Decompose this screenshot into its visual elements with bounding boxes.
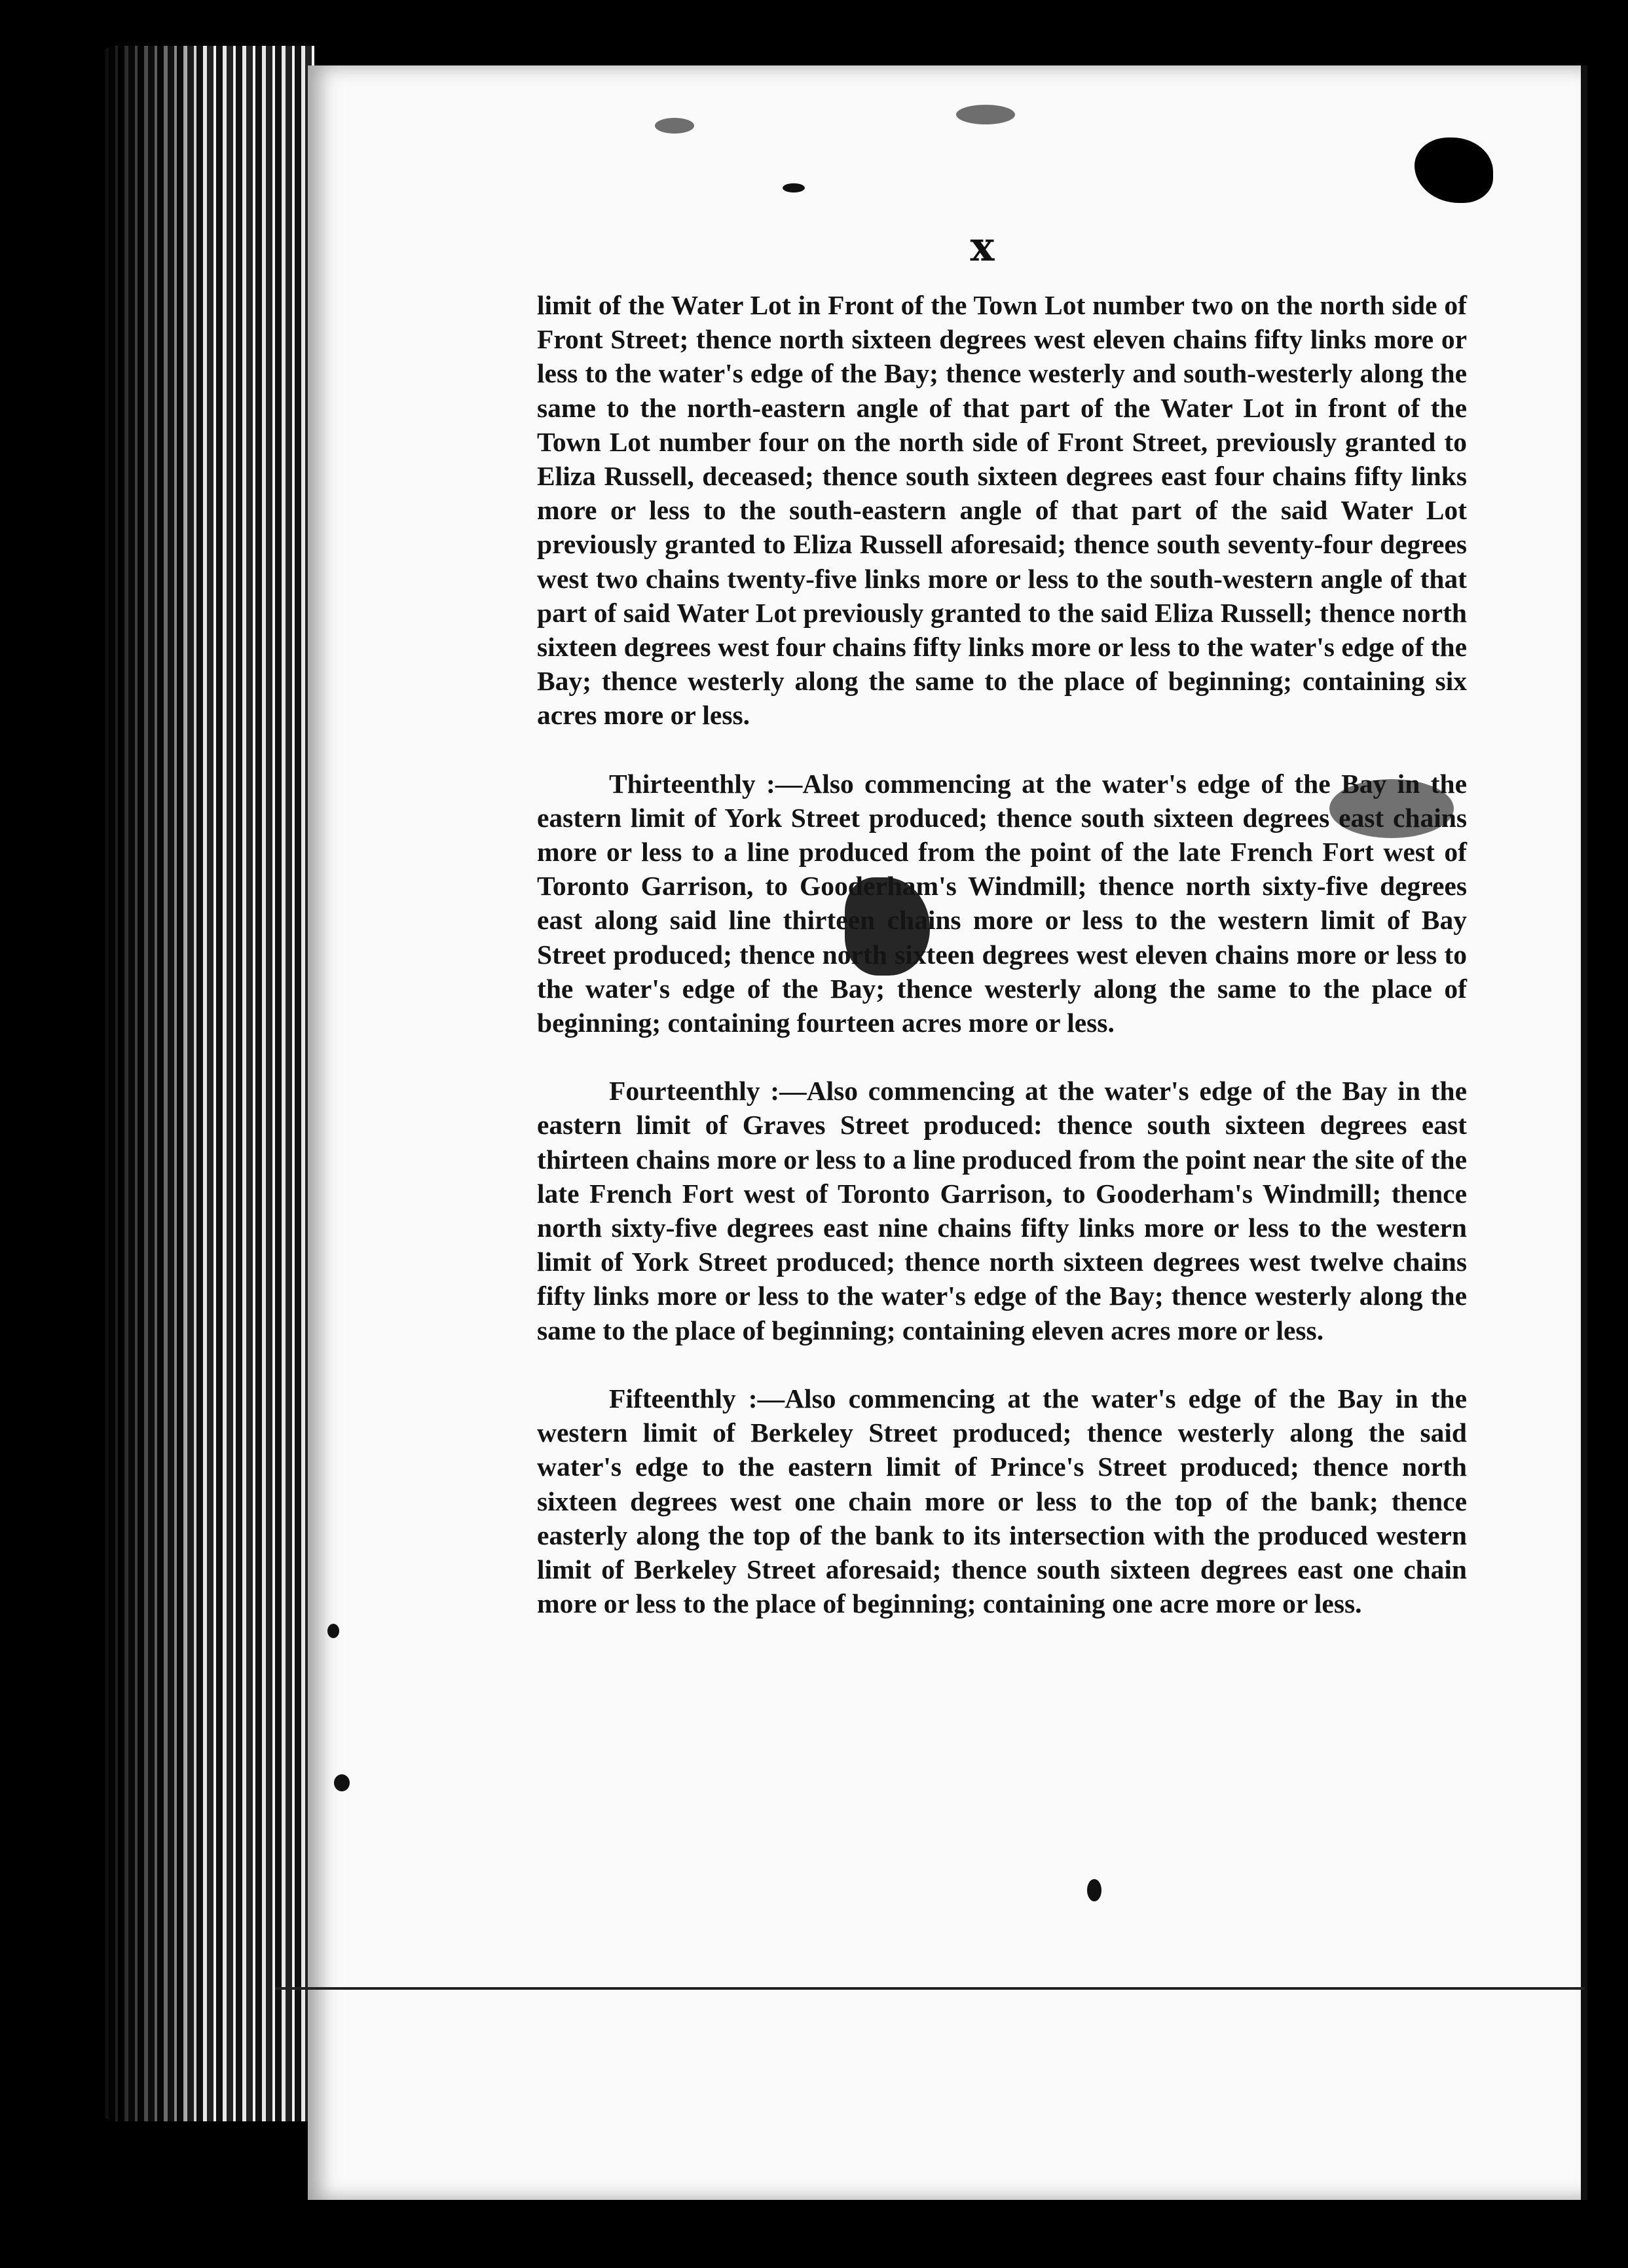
paragraph-continuation: limit of the Water Lot in Front of the Town Lot number two on the north side of Front Street; thence north sixteen degrees west eleven chains fifty links more or less to the water's edge of the Bay; thence westerly and south-westerly along the same to the north-eastern angle of that part of the Water Lot in front of the Town Lot number four on the north side of Front Street, previously granted to Eliza Russell, deceased; thence south sixteen degrees east four chains fifty links more or less to the south-eastern angle of that part of the said Water Lot previously granted to Eliza Russell aforesaid; thence south seventy-four degrees west two chains twenty-five links more or less to the south-western angle of that part of said Water Lot previously granted to the said Eliza Russell; thence north sixteen degrees west four chains fifty links more or less to the water's edge of the Bay; thence westerly along the same to the place of beginning; containing six acres more or less. [537,290,1467,731]
speck [1087,1879,1101,1901]
speck [655,118,694,134]
scan-border [1581,65,1587,2200]
paragraph-thirteenthly: Thirteenthly :—Also commencing at the water's edge of the Bay in the eastern limit of York Street produced; thence south sixteen degrees east chains more or less to a line produced from the point of the late French Fort west of Toronto Garrison, to Gooderham's Windmill; thence north sixty-five degrees east along said line thirteen chains more or less to the western limit of Bay Street produced; thence north sixteen degrees west eleven chains more or less to the water's edge of the Bay; thence westerly along the same to the place of beginning; containing fourteen acres more or less. [537,768,1467,1038]
page-number: x [970,223,995,270]
page-divider-line [275,1987,1585,1990]
speck [956,105,1015,124]
binding-shadow [98,46,203,2121]
speck [327,1624,339,1638]
paragraph-fourteenthly: Fourteenthly :—Also commencing at the water's edge of the Bay in the eastern limit of Graves Street produced: thence south sixteen degrees east thirteen chains more or less to a line produced from the point near the site of the late French Fort west of Toronto Garrison, to Gooderham's Windmill; thence north sixty-five degrees east nine chains fifty links more or less to the western limit of York Street produced; thence north sixteen degrees west twelve chains fifty links more or less to the water's edge of the Bay; thence westerly along the same to the place of beginning; containing eleven acres more or less. [537,1076,1467,1345]
speck [783,183,805,192]
body-text [537,288,1467,1620]
paragraph-fifteenthly: Fifteenthly :—Also commencing at the water's edge of the Bay in the western limit of Berkeley Street produced; thence westerly along the said water's edge to the eastern limit of Prince's Street produced; thence north sixteen degrees west one chain more or less to the top of the bank; thence easterly along the top of the bank to its intersection with the produced western limit of Berkeley Street aforesaid; thence south sixteen degrees east one chain more or less to the place of beginning; containing one acre more or less. [537,1383,1467,1619]
speck [334,1774,350,1791]
